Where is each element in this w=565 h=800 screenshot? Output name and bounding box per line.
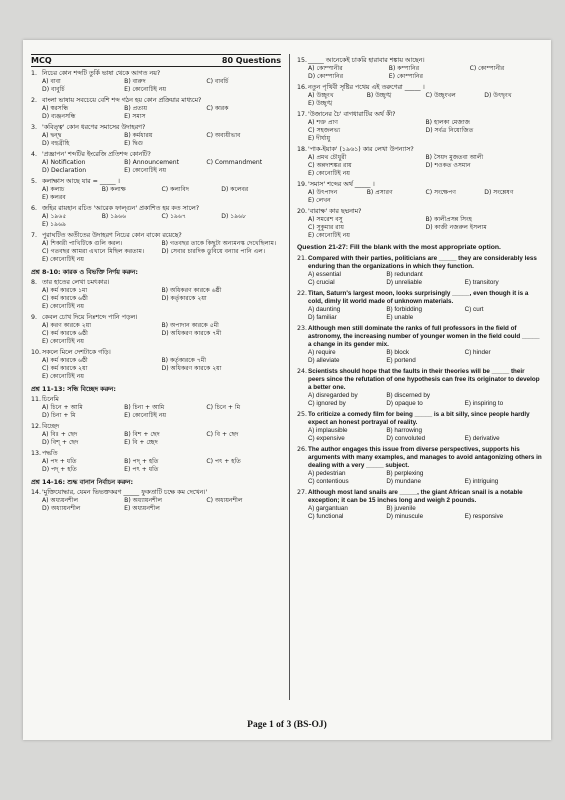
answer-option: D) কোম্পানির (308, 73, 344, 80)
answer-option: B) চিনা + আমি (124, 404, 165, 411)
question-text: 'কবিত্ত্ব' কোন ধরণের সমাসের উদাহরণ? (42, 124, 146, 131)
answer-option: E) derivative (464, 435, 500, 442)
options (42, 78, 281, 94)
answer-option: E) কোনোটিই নয় (42, 373, 84, 380)
answer-option: E) inspiring to (464, 400, 504, 407)
question (31, 279, 281, 287)
options (42, 213, 281, 229)
question-number: 1. (31, 70, 38, 77)
answer-option: B) কর্মধারয় (124, 132, 153, 139)
answer-option: D) alleviate (308, 357, 340, 364)
options (308, 427, 543, 443)
answer-option: D) minuscule (386, 513, 424, 520)
answer-option: C) ignored by (308, 400, 346, 407)
answer-option: A) ১৯৬৫ (42, 213, 67, 220)
options (42, 404, 281, 420)
answer-option: C) সংক্ষেপণ (425, 189, 456, 196)
answer-option: B) প্রসারণ (366, 189, 393, 196)
options (42, 105, 281, 121)
answer-option: A) বিঃ + ছেদ (42, 431, 78, 438)
answer-option: D) বাবুর্চি (42, 86, 65, 93)
options (308, 119, 543, 143)
question-number: 20. (297, 208, 308, 215)
answer-option: E) সমাস (124, 113, 146, 120)
answer-option: E) কোম্পানির (388, 73, 424, 80)
answer-option: D) অধিকরণ কারকে ২য়া (161, 365, 222, 372)
answer-option: D) mundane (386, 478, 421, 485)
answer-option: B) Announcement (124, 159, 180, 166)
answer-option: C) crucial (308, 279, 335, 286)
answer-option: E) responsive (464, 513, 504, 520)
answer-option (465, 271, 543, 279)
answer-option: C) functional (308, 513, 344, 520)
answer-option: A) pedestrian (308, 470, 346, 477)
question-text: 'পাক-ইয়াক' (১৯৬১) কার লেখা উপন্যাস? (308, 146, 414, 153)
answer-option: B) সৈয়দ মুজতবা আলী (425, 154, 484, 161)
answer-option: A) essential (308, 271, 341, 278)
question-text: কেবল চোখ দিয়ে নিঃশব্দে পানি পড়ল। (42, 314, 138, 321)
answer-option: B) কালীপ্রসন্ন সিংহ (425, 216, 472, 223)
question-number: 11. (31, 396, 42, 403)
answer-option: E) দীর্ঘায়ু (308, 135, 331, 142)
answer-option: D) উৎছৃংখ (484, 92, 512, 99)
question-number: 18. (297, 146, 308, 153)
question-text: 'প্রজ্ঞাপন' শব্দটির ইংরেজি প্রতিশব্দ কোনটি? (42, 151, 151, 158)
answer-option: B) পদ্ + হতি (124, 458, 159, 465)
header-mcq: MCQ (31, 56, 52, 65)
answer-option: B) কলাক্ষ (101, 186, 126, 193)
question (31, 314, 281, 322)
question (31, 232, 281, 240)
answer-option: E) transitory (464, 279, 499, 286)
answer-option (465, 392, 543, 400)
options (42, 497, 281, 513)
options (42, 186, 281, 202)
page-footer: Page 1 of 3 (BS-OJ) (247, 720, 327, 730)
answer-option: A) daunting (308, 306, 341, 313)
answer-option: A) gargantuan (308, 505, 348, 512)
answer-option: E) কোনোটিই নয় (42, 338, 84, 345)
question-text: পদ্ধতি (42, 450, 58, 457)
question-number: 16. (297, 84, 308, 91)
answer-option: C) কোম্পানীর (469, 65, 505, 72)
answer-option: D) কর্তৃকারকে ২য়া (161, 295, 207, 302)
answer-option: D) Declaration (42, 167, 87, 174)
answer-option (465, 505, 543, 513)
exam-page (23, 40, 551, 740)
question (297, 411, 543, 427)
question-text: তার হাতের লেখা চমৎকার। (42, 279, 110, 286)
answer-option: E) ১৯৬৯ (42, 221, 66, 228)
question (31, 423, 281, 431)
section-header (31, 54, 281, 67)
question-text: সকলে মিলে দেশটাকে গড়ি। (42, 349, 111, 356)
answer-option: E) কোনোটিই নয় (124, 167, 167, 174)
answer-option: A) দ্বন্দ্ব (42, 132, 62, 139)
answer-option: E) উচ্ছৃঙ্খ (308, 100, 333, 107)
question-text: Although most land snails are _____, the giant African snail is a notable exception; it can be 15 inches long and weigh 2 pounds. (308, 489, 523, 504)
answer-option: E) পৎ + ধতি (124, 466, 159, 473)
options (308, 306, 543, 322)
answer-option: D) unreliable (386, 279, 423, 286)
answer-option: A) অধ্যয়নশীল (42, 497, 79, 504)
answer-option: C) কর্ম কারকে ৬ষ্ঠী (42, 295, 88, 302)
answer-option: D) সেবার চারদিক ডুবিয়ে বন্যার পানি এল। (161, 248, 266, 255)
options (308, 470, 543, 486)
section-title: Question 21-27: Fill the blank with the most appropriate option. (297, 244, 501, 251)
answer-option: D) convoluted (386, 435, 426, 442)
answer-option: B) অপাদান কারকে ৫মী (161, 322, 219, 329)
question-number: 6. (31, 205, 38, 212)
question (31, 396, 281, 404)
answer-option: C) কর্ম কারকে ৬ষ্ঠী (42, 330, 88, 337)
question (31, 97, 281, 105)
options (308, 392, 543, 408)
answer-option: A) পদ + ধতি (42, 458, 77, 465)
question-number: 17. (297, 111, 308, 118)
column-divider (289, 54, 290, 700)
question-text: চিনেমি (42, 396, 59, 403)
question-text: To criticize a comedy film for being _____ is a bit silly, since people hardly expect an honest portrayal of reality. (308, 411, 530, 426)
answer-option: C) উচ্ছৃংখল (425, 92, 456, 99)
answer-option: D) কাজী নজরুল ইসলাম (425, 224, 487, 231)
answer-option: E) কোনোটিই নয় (308, 170, 350, 177)
question (31, 450, 281, 458)
answer-option: C) সহজলভ্য (308, 127, 341, 134)
answer-option: E) কলরব (42, 194, 66, 201)
options (42, 240, 281, 264)
left-column (31, 54, 281, 700)
question (31, 124, 281, 132)
answer-option: A) কর্ম কারকে ১মা (42, 287, 88, 294)
section-title: প্রশ্ন 8-10: কারক ও বিভক্তি নির্ণয় করুন: (31, 268, 138, 276)
answer-option: D) অধ্যায়নশীল (42, 505, 81, 512)
answer-option: D) শওকত ওসমান (425, 162, 471, 169)
options (308, 92, 543, 108)
answer-option: D) বহুব্রীহি (42, 140, 70, 147)
answer-option: B) গতবছর তাকে কিছুটা অন্যমনস্ক দেখেছিলাম। (161, 240, 277, 247)
question-number: 14. (31, 489, 42, 496)
answer-option: C) সুকুমার রায় (308, 224, 345, 231)
answer-option: B) harrowing (386, 427, 423, 434)
question (297, 255, 543, 271)
answer-option: B) ১৯৬৬ (101, 213, 127, 220)
answer-option: C) কলাবিদ (161, 186, 189, 193)
answer-option: C) বি + ছেদ (206, 431, 239, 438)
question (297, 181, 543, 189)
question-text: 'সমাস' শব্দের অর্থ _____ । (308, 181, 375, 188)
options (308, 189, 543, 205)
question-number: 9. (31, 314, 38, 321)
question-text: Scientists should hope that the faults in their theories will be _____ their peers since the refutation of one hypothesis can free its originator to develop a better one. (308, 368, 540, 391)
question (297, 146, 543, 154)
answer-option: E) কোনোটিই নয় (124, 412, 167, 419)
question-number: 5. (31, 178, 38, 185)
answer-option: A) কর্ম কারকে ৬ষ্ঠী (42, 357, 88, 364)
answer-option: C) কর্ম কারকে ২য়া (42, 365, 88, 372)
question-number: 23. (297, 325, 308, 332)
question-text: জহির রায়হান রচিত 'আরেক ফাল্গুন' প্রকাশিত হয় কত সালে? (42, 205, 200, 212)
answer-option: B) redundant (386, 271, 423, 278)
answer-option: E) intriguing (464, 478, 499, 485)
answer-option: B) প্রত্যয় (124, 105, 148, 112)
options (42, 431, 281, 447)
question-text: কলাক্ষাস আছে যার = _____ । (42, 178, 120, 185)
answer-option: A) কলাচ (42, 186, 65, 193)
question-text: 'বারাক্ষ' কার ছদ্মনাম? (308, 208, 362, 215)
answer-option: E) দ্বিগু (124, 140, 144, 147)
question (297, 84, 543, 92)
answer-option: C) curt (464, 306, 484, 313)
answer-option: D) পদ্ + হতি (42, 466, 77, 473)
options (308, 154, 543, 178)
answer-option: E) কোনোটিই নয় (124, 86, 167, 93)
answer-option: D) সর্বত্র নিয়োজিত (425, 127, 474, 134)
answer-option: B) perplexing (386, 470, 424, 477)
answer-option: B) juvenile (386, 505, 416, 512)
question-text: নিচের কোন শব্দটি তুর্কি ভাষা থেকে আগত নয়? (42, 70, 161, 77)
options (42, 132, 281, 148)
answer-option: B) বারুদ (124, 78, 146, 85)
answer-option: B) discerned by (386, 392, 431, 399)
answer-option: C) কারক (206, 105, 229, 112)
answer-option: B) হালকা মেজাজ (425, 119, 470, 126)
question-number: 12. (31, 423, 42, 430)
answer-option: A) শক্ত প্রাণ (308, 119, 338, 126)
answer-option: E) unable (386, 314, 414, 321)
answer-option: B) উচ্ছৃঙ্খ (366, 92, 392, 99)
answer-option: D) familiar (308, 314, 337, 321)
question (31, 70, 281, 78)
question-number: 13. (31, 450, 42, 457)
question-number: 15. (297, 57, 308, 64)
answer-option: A) বাবা (42, 78, 61, 85)
question (297, 446, 543, 470)
question-number: 19. (297, 181, 308, 188)
question-number: 8. (31, 279, 38, 286)
options (42, 357, 281, 381)
answer-option: E) বি + চ্ছেদ (124, 439, 158, 446)
question (31, 489, 281, 497)
answer-option: E) কোনোটিই নয় (308, 232, 350, 239)
answer-option: D) বিশ্ + ছেদ (42, 439, 79, 446)
question (297, 208, 543, 216)
question (297, 325, 543, 349)
answer-option: A) প্রমথ চৌধুরী (308, 154, 347, 161)
options (308, 349, 543, 365)
options (308, 65, 543, 81)
answer-option: C) অধ্যয়নশীল (206, 497, 243, 504)
answer-option: B) অধ্যায়নশীল (124, 497, 162, 504)
answer-option: C) অন্নদাশঙ্কর রায় (308, 162, 352, 169)
question (297, 290, 543, 306)
answer-option: C) expensive (308, 435, 345, 442)
question (297, 111, 543, 119)
answer-option: A) শিকারী পাখিটিকে গুলি করল। (42, 240, 123, 247)
header-count: 80 Questions (221, 56, 281, 65)
answer-option: D) ১৯৬৮ (221, 213, 247, 220)
answer-option: E) portend (386, 357, 416, 364)
question (297, 368, 543, 392)
answer-option (465, 470, 543, 478)
question-number: 3. (31, 124, 38, 131)
question-number: 26. (297, 446, 308, 453)
answer-option: A) disregarded by (308, 392, 358, 399)
answer-option (465, 427, 543, 435)
question (31, 349, 281, 357)
question-number: 2. (31, 97, 38, 104)
question-text: পুরাঘটিত অতীতের উদাহরণ নিচের কোন বাক্যে রয়েছে? (42, 232, 182, 239)
options (308, 505, 543, 521)
answer-option: B) বিশ + ছেদ (124, 431, 160, 438)
question-number: 25. (297, 411, 308, 418)
question-text: _____ আনেকেই চাকরি হারাবার শঙ্কায় আছেন। (308, 57, 425, 64)
question-number: 4. (31, 151, 38, 158)
question-text: 'মুক্তিযোদ্ধার, যেমন ভিভক্তকরণ _____ ফুকতাটি চক্ষে কম দেখেন।' (42, 489, 208, 496)
right-column (297, 54, 543, 700)
answer-option: B) block (386, 349, 410, 356)
answer-option: E) কোনোটিই নয় (42, 256, 84, 263)
answer-option: A) require (308, 349, 336, 356)
question (31, 205, 281, 213)
answer-option: A) স্বরসন্ধি (42, 105, 69, 112)
question (31, 178, 281, 186)
answer-option: E) অধ্যয়নশীল (124, 505, 160, 512)
answer-option: C) গতবছর আমরা এখানে মিছিল করতাম। (42, 248, 145, 255)
question-number: 24. (297, 368, 308, 375)
answer-option: C) Commandment (206, 159, 263, 166)
answer-option: C) ১৯৬৭ (161, 213, 186, 220)
answer-option: A) কোম্পানীর (308, 65, 343, 72)
answer-option: C) অব্যয়ীভাব (206, 132, 241, 139)
section-title: প্রশ্ন 14-16: শুদ্ধ বানান নির্বাচন করুন: (31, 478, 134, 486)
answer-option: A) চিনে + আমি (42, 404, 83, 411)
answer-option: E) লেখন (308, 197, 331, 204)
answer-option: A) করণ কারকে ২য়া (42, 322, 92, 329)
answer-option: E) কোনোটিই নয় (42, 303, 84, 310)
answer-option: A) উৎপাদন (308, 189, 338, 196)
answer-option: C) hinder (464, 349, 491, 356)
options (308, 271, 543, 287)
options (42, 159, 281, 175)
answer-option: A) Notification (42, 159, 86, 166)
answer-option: B) কম্পানির (388, 65, 420, 72)
options (42, 458, 281, 474)
answer-option: A) implausible (308, 427, 348, 434)
answer-option: B) কর্তৃকারকে ৭মী (161, 357, 206, 364)
question-number: 27. (297, 489, 308, 496)
question-text: Titan, Saturn's largest moon, looks surprisingly _____, even though it is a cold, dimly lit world made of unknown materials. (308, 290, 529, 305)
question-number: 7. (31, 232, 38, 239)
question-text: Compared with their parties, politicians are _____ they are considerably less enduring than the organizations in which they function. (308, 255, 537, 270)
answer-option: C) পৎ + হতি (206, 458, 241, 465)
answer-option: D) কলেবর (221, 186, 249, 193)
question-text: 'উজানের চৈ' বাগধারাটির অর্থ কী? (308, 111, 396, 118)
answer-option: D) সংশ্লেষণ (484, 189, 514, 196)
answer-option: D) ব্যঞ্জনসন্ধি (42, 113, 76, 120)
question-text: বাংলা ভাষায় সবচেয়ে বেশি শব্দ গঠন হয় কোন প্রক্রিয়ার মাধ্যমে? (42, 97, 202, 104)
question-text: বিচ্ছেদ (42, 423, 60, 430)
answer-option: C) contentious (308, 478, 349, 485)
question (297, 489, 543, 505)
question-text: The author engages this issue from diverse perspectives, supports his arguments with many examples, and manages to avoid antagonizing others in dealing with a very _____ subject. (308, 446, 542, 469)
section-title: প্রশ্ন 11-13: সন্ধি বিচ্ছেদ করুন: (31, 385, 116, 393)
question-number: 10. (31, 349, 42, 356)
options (308, 216, 543, 240)
question-text: Although men still dominate the ranks of full professors in the field of astronomy, the increasing number of younger women in the field could _____ a change in its gender mix. (308, 325, 540, 348)
question-number: 21. (297, 255, 308, 262)
options (42, 322, 281, 346)
answer-option: A) উচ্ছৃংখ (308, 92, 334, 99)
answer-option: B) অধিকরণ কারকে ৬ষ্ঠী (161, 287, 222, 294)
question-text: নতুন পৃথিবী সৃষ্টির পথেয় এই তরুণেরা _____ । (308, 84, 425, 91)
answer-option: A) সমরেশ বসু (308, 216, 343, 223)
options (42, 287, 281, 311)
answer-option: D) অধিকরণ কারকে ৭মী (161, 330, 222, 337)
answer-option: C) চিনে + মি (206, 404, 241, 411)
answer-option: D) opaque to (386, 400, 423, 407)
answer-option: B) forbidding (386, 306, 423, 313)
answer-option: C) বাবর্চি (206, 78, 229, 85)
question (297, 57, 543, 65)
answer-option: D) চিনা + মি (42, 412, 76, 419)
question-number: 22. (297, 290, 308, 297)
question (31, 151, 281, 159)
